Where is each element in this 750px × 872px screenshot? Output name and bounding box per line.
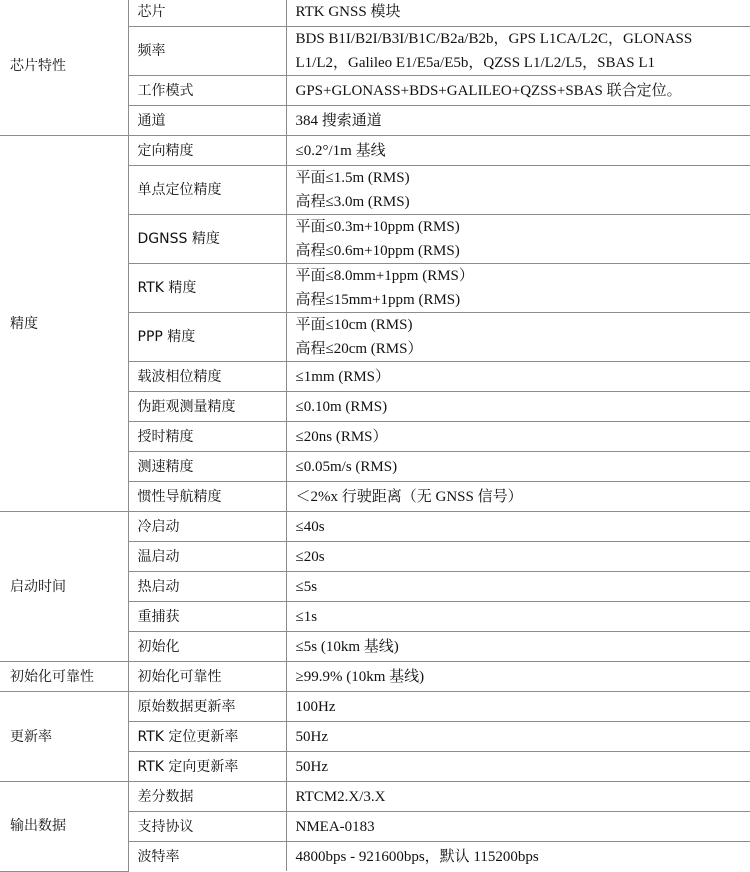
value-cell	[286, 264, 750, 313]
value-line: ≤1mm (RMS）	[296, 365, 750, 389]
value-line: ≤20ns (RMS）	[296, 425, 750, 449]
value-line: ≤5s (10km 基线)	[296, 635, 750, 659]
value-line: 高程≤0.6m+10ppm (RMS)	[296, 239, 750, 263]
value-line: 384 搜索通道	[296, 109, 750, 133]
parameter-cell: 重捕获	[128, 602, 286, 632]
value-cell	[286, 76, 750, 106]
parameter-cell: 通道	[128, 106, 286, 136]
category-cell: 初始化可靠性	[0, 662, 128, 692]
parameter-cell: 支持协议	[128, 812, 286, 842]
value-line: 高程≤3.0m (RMS)	[296, 190, 750, 214]
value-cell	[286, 27, 750, 76]
value-line: 平面≤8.0mm+1ppm (RMS）	[296, 264, 750, 288]
value-cell	[286, 0, 750, 27]
value-cell	[286, 812, 750, 842]
parameter-cell: 惯性导航精度	[128, 482, 286, 512]
parameter-cell: 温启动	[128, 542, 286, 572]
spec-row	[0, 662, 750, 692]
value-cell	[286, 722, 750, 752]
parameter-cell: 单点定位精度	[128, 166, 286, 215]
parameter-cell: DGNSS 精度	[128, 215, 286, 264]
category-cell: 输出数据	[0, 782, 128, 872]
value-cell	[286, 662, 750, 692]
value-line: L1/L2，Galileo E1/E5a/E5b，QZSS L1/L2/L5，SBAS L1	[296, 51, 750, 75]
category-cell: 精度	[0, 136, 128, 512]
parameter-cell: 初始化可靠性	[128, 662, 286, 692]
spec-row	[0, 512, 750, 542]
value-cell	[286, 422, 750, 452]
parameter-cell: 热启动	[128, 572, 286, 602]
value-line: GPS+GLONASS+BDS+GALILEO+QZSS+SBAS 联合定位。	[296, 79, 750, 103]
value-cell	[286, 512, 750, 542]
value-line: ≤0.10m (RMS)	[296, 395, 750, 419]
category-cell: 启动时间	[0, 512, 128, 662]
parameter-cell: 芯片	[128, 0, 286, 27]
value-line: 高程≤15mm+1ppm (RMS)	[296, 288, 750, 312]
spec-row	[0, 692, 750, 722]
value-cell	[286, 106, 750, 136]
spec-row	[0, 136, 750, 166]
value-cell	[286, 482, 750, 512]
parameter-cell: 频率	[128, 27, 286, 76]
parameter-cell: 测速精度	[128, 452, 286, 482]
category-cell: 芯片特性	[0, 0, 128, 136]
value-line: 平面≤10cm (RMS)	[296, 313, 750, 337]
value-cell	[286, 215, 750, 264]
value-line: 平面≤1.5m (RMS)	[296, 166, 750, 190]
parameter-cell: 伪距观测量精度	[128, 392, 286, 422]
parameter-cell: 差分数据	[128, 782, 286, 812]
value-line: 平面≤0.3m+10ppm (RMS)	[296, 215, 750, 239]
value-cell	[286, 842, 750, 872]
value-line: ≤0.05m/s (RMS)	[296, 455, 750, 479]
spec-row	[0, 0, 750, 27]
parameter-cell: RTK 定位更新率	[128, 722, 286, 752]
value-line: 50Hz	[296, 755, 750, 779]
value-line: BDS B1I/B2I/B3I/B1C/B2a/B2b，GPS L1CA/L2C，GLONASS	[296, 27, 750, 51]
spec-row	[0, 782, 750, 812]
value-line: ≤5s	[296, 575, 750, 599]
value-line: ≤0.2°/1m 基线	[296, 139, 750, 163]
value-cell	[286, 313, 750, 362]
parameter-cell: 冷启动	[128, 512, 286, 542]
parameter-cell: 原始数据更新率	[128, 692, 286, 722]
value-line: ≥99.9% (10km 基线)	[296, 665, 750, 689]
value-cell	[286, 166, 750, 215]
value-line: ≤40s	[296, 515, 750, 539]
value-line: RTCM2.X/3.X	[296, 785, 750, 809]
parameter-cell: 载波相位精度	[128, 362, 286, 392]
category-cell: 更新率	[0, 692, 128, 782]
parameter-cell: 波特率	[128, 842, 286, 872]
value-line: RTK GNSS 模块	[296, 0, 750, 24]
value-line: 4800bps - 921600bps，默认 115200bps	[296, 845, 750, 869]
value-cell	[286, 136, 750, 166]
value-line: 50Hz	[296, 725, 750, 749]
value-cell	[286, 542, 750, 572]
value-cell	[286, 362, 750, 392]
parameter-cell: 定向精度	[128, 136, 286, 166]
parameter-cell: RTK 定向更新率	[128, 752, 286, 782]
value-line: 100Hz	[296, 695, 750, 719]
value-cell	[286, 752, 750, 782]
parameter-cell: PPP 精度	[128, 313, 286, 362]
value-line: NMEA-0183	[296, 815, 750, 839]
value-cell	[286, 392, 750, 422]
parameter-cell: 工作模式	[128, 76, 286, 106]
parameter-cell: 初始化	[128, 632, 286, 662]
value-line: ＜2%x 行驶距离（无 GNSS 信号）	[296, 485, 750, 509]
value-cell	[286, 602, 750, 632]
value-line: 高程≤20cm (RMS）	[296, 337, 750, 361]
value-line: ≤20s	[296, 545, 750, 569]
value-line: ≤1s	[296, 605, 750, 629]
value-cell	[286, 572, 750, 602]
value-cell	[286, 452, 750, 482]
value-cell	[286, 632, 750, 662]
value-cell	[286, 692, 750, 722]
value-cell	[286, 782, 750, 812]
parameter-cell: RTK 精度	[128, 264, 286, 313]
parameter-cell: 授时精度	[128, 422, 286, 452]
